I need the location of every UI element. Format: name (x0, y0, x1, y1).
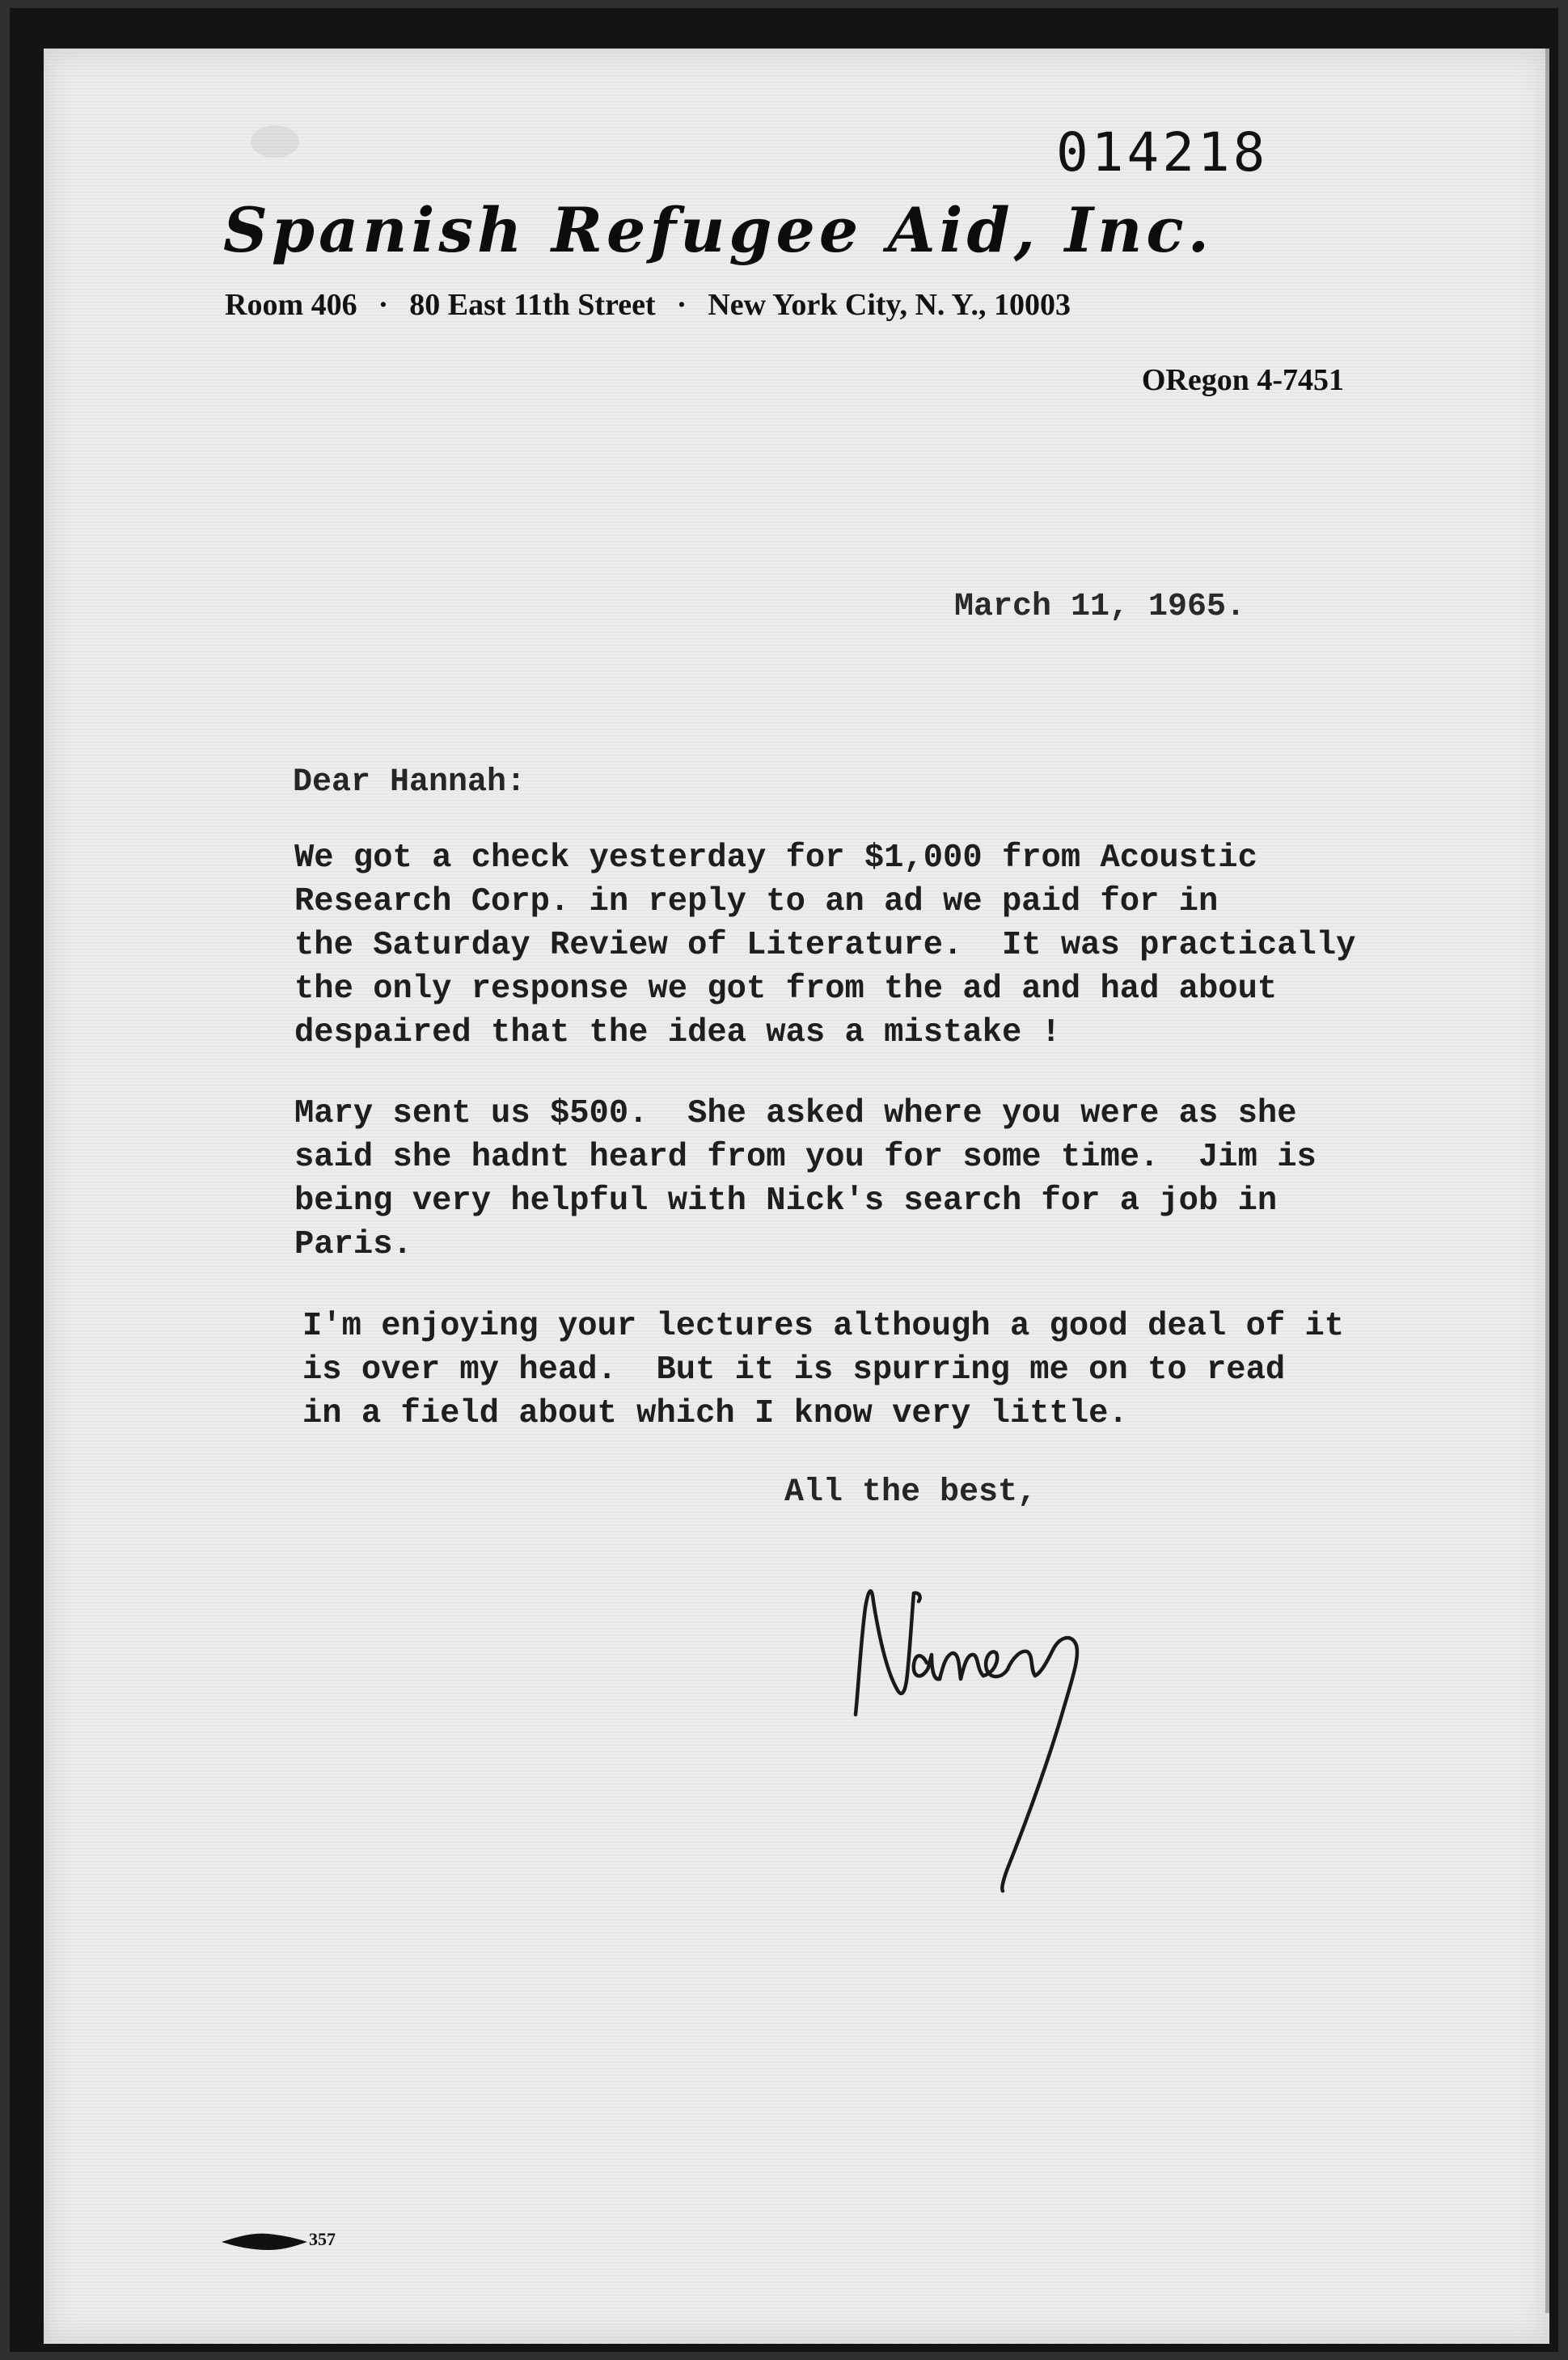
paragraph-line: Paris. (294, 1226, 412, 1263)
letterhead-organization: Spanish Refugee Aid, Inc. (223, 194, 1214, 266)
handwritten-signature (841, 1569, 1181, 1909)
letterhead-phone: ORegon 4-7451 (1141, 363, 1344, 397)
paragraph-line: in a field about which I know very little. (302, 1395, 1128, 1432)
address-separator: · (378, 288, 389, 322)
letter-date: March 11, 1965. (954, 589, 1246, 625)
paragraph-line: Mary sent us $500. She asked where you were as she (294, 1095, 1297, 1132)
page-edge-shadow (1545, 49, 1550, 2313)
letter-paragraph (302, 1305, 1344, 1436)
letter-paragraph (294, 1092, 1317, 1267)
letter-closing: All the best, (784, 1474, 1038, 1511)
archive-stamp-number: 014218 (1056, 121, 1269, 184)
letterhead-street: 80 East 11th Street (409, 288, 656, 322)
letter-salutation: Dear Hannah: (293, 764, 526, 801)
paragraph-line: said she hadnt heard from you for some time. Jim is (294, 1139, 1317, 1176)
paragraph-line: despaired that the idea was a mistake ! (294, 1014, 1061, 1051)
letter-paragraph (294, 836, 1355, 1055)
paragraph-line: being very helpful with Nick's search for a job in (294, 1182, 1278, 1220)
letterhead-city: New York City, N. Y., 10003 (708, 288, 1071, 322)
paragraph-line: We got a check yesterday for $1,000 from Acoustic (294, 840, 1257, 877)
paragraph-line: Research Corp. in reply to an ad we paid for in (294, 883, 1219, 920)
paragraph-line: the only response we got from the ad and had about (294, 971, 1278, 1008)
paragraph-line: the Saturday Review of Literature. It was practically (294, 927, 1356, 964)
address-separator: · (676, 288, 687, 322)
footer-page-number: 357 (309, 2229, 336, 2249)
letterhead-room: Room 406 (225, 288, 357, 322)
letterhead-address (225, 287, 1071, 323)
paragraph-line: is over my head. But it is spurring me on to read (302, 1351, 1286, 1389)
paragraph-line: I'm enjoying your lectures although a good deal of it (302, 1308, 1345, 1345)
paper-smudge (251, 125, 299, 158)
